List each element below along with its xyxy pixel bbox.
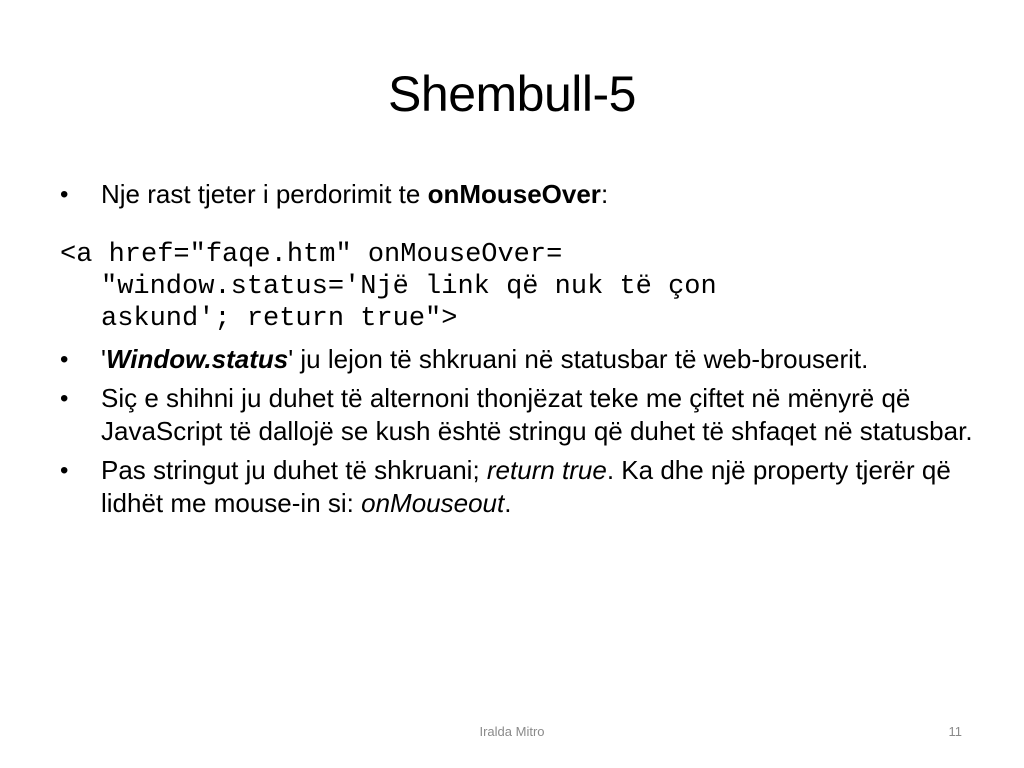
bullet-item-1 <box>60 178 975 211</box>
bullet-4-text-b: . Ka dhe një property tjerër që lidhët me mouse-in si: <box>101 455 951 518</box>
bullet-item-3 <box>60 382 975 448</box>
bullet-2-text: ' ju lejon të shkruani në statusbar të web-brouserit. <box>288 344 869 374</box>
bullet-dot-icon: • <box>60 181 69 208</box>
bullet-1-text: Nje rast tjeter i perdorimit te <box>101 179 428 209</box>
bullet-2-keyword: Window.status <box>105 344 289 374</box>
bullet-dot-icon: • <box>60 346 69 373</box>
bullet-4-keyword-b: onMouseout <box>361 488 505 518</box>
bullet-dot-icon: • <box>60 385 69 412</box>
bullet-2-open-quote: ' <box>101 344 106 374</box>
bullet-1-keyword: onMouseOver <box>427 179 601 209</box>
bullet-4-text-a: Pas stringut ju duhet të shkruani; <box>101 455 487 485</box>
bullet-1-colon: : <box>600 179 609 209</box>
bullet-4-keyword-a: return true <box>486 455 607 485</box>
code-line-3: askund'; return true"> <box>101 304 458 334</box>
bullet-dot-icon: • <box>60 457 69 484</box>
footer-author: Iralda Mitro <box>479 724 545 739</box>
code-example <box>60 239 975 335</box>
bullet-item-2 <box>60 343 975 376</box>
footer-page-number: 11 <box>948 724 962 739</box>
slide-content <box>60 178 975 526</box>
code-line-2: "window.status='Një link që nuk të çon <box>101 272 717 302</box>
bullet-item-4 <box>60 454 975 520</box>
slide-title: Shembull-5 <box>388 66 636 122</box>
bullet-4-text-c: . <box>504 488 512 518</box>
bullet-3-text: Siç e shihni ju duhet të alternoni thonjëzat teke me çiftet në mënyrë që JavaScript të dallojë se kush është stringu që duhet të shfaqet në statusbar. <box>101 383 973 446</box>
code-line-1: <a href="faqe.htm" onMouseOver= <box>60 240 563 270</box>
